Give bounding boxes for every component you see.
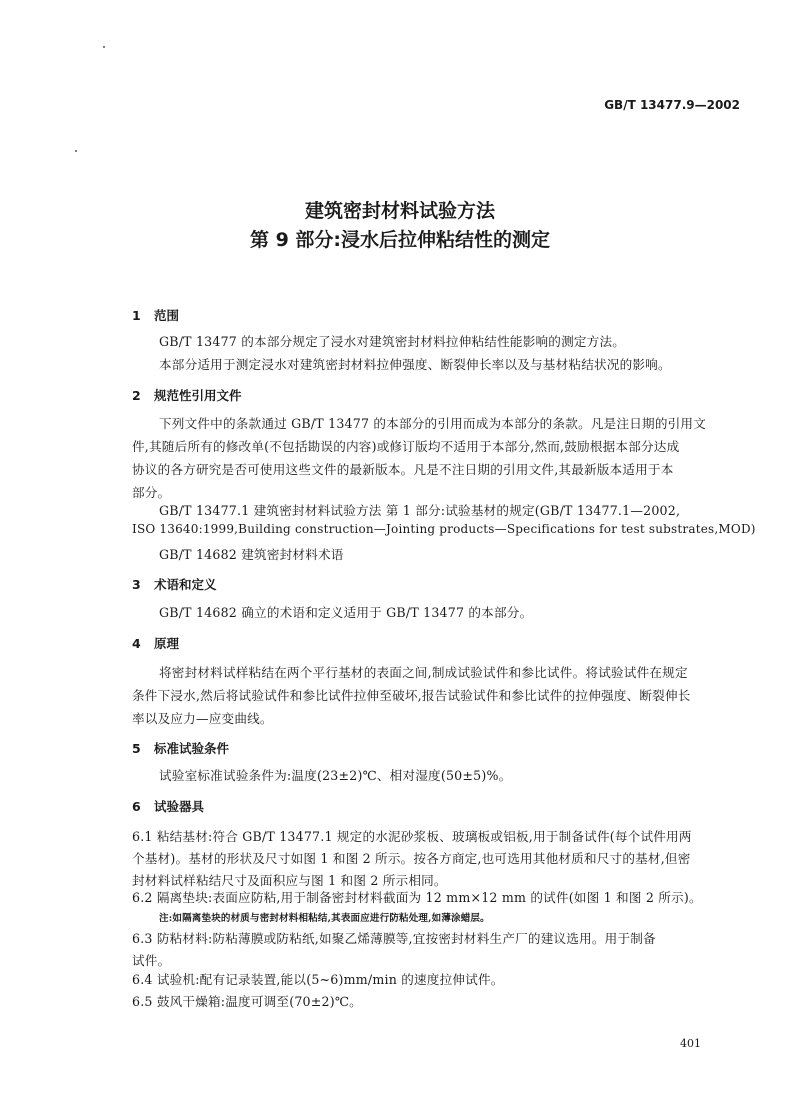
scan-speck xyxy=(75,150,77,152)
paragraph: 试验室标准试验条件为:温度(23±2)℃、相对湿度(50±5)%。 xyxy=(159,768,512,783)
normative-reference: GB/T 14682 建筑密封材料术语 xyxy=(159,547,344,562)
clause-6-3: 6.3 防粘材料:防粘薄膜或防粘纸,如聚乙烯薄膜等,宜按密封材料生产厂的建议选用。用于制备 xyxy=(132,931,656,946)
doc-subtitle: 第 9 部分:浸水后拉伸粘结性的测定 xyxy=(249,229,551,251)
section-heading-3: 3 术语和定义 xyxy=(132,577,217,592)
doc-title: 建筑密封材料试验方法 xyxy=(304,200,495,222)
paragraph-line: 部分。 xyxy=(132,485,171,500)
paragraph-line: 将密封材料试样粘结在两个平行基材的表面之间,制成试验试件和参比试件。将试验试件在规定 xyxy=(159,665,688,680)
clause-6-4: 6.4 试验机:配有记录装置,能以(5~6)mm/min 的速度拉伸试件。 xyxy=(132,972,504,987)
clause-6-1-cont: 个基材)。基材的形状及尺寸如图 1 和图 2 所示。按各方商定,也可选用其他材质和尺寸的基材,但密 xyxy=(132,851,691,866)
paragraph-line: 协议的各方研究是否可使用这些文件的最新版本。凡是不注日期的引用文件,其最新版本适用于本 xyxy=(132,462,674,477)
paragraph-line: 下列文件中的条款通过 GB/T 13477 的本部分的引用而成为本部分的条款。凡是注日期的引用文 xyxy=(159,416,707,431)
section-heading-2: 2 规范性引用文件 xyxy=(132,388,242,403)
paragraph: GB/T 14682 确立的术语和定义适用于 GB/T 13477 的本部分。 xyxy=(159,605,533,620)
clause-6-1-cont: 封材料试样粘结尺寸及面积应与图 1 和图 2 所示相同。 xyxy=(132,873,447,888)
section-heading-1: 1 范围 xyxy=(132,308,180,323)
scan-speck xyxy=(103,46,105,48)
paragraph-line: 率以及应力—应变曲线。 xyxy=(132,711,273,726)
section-heading-6: 6 试验器具 xyxy=(132,799,205,814)
page-number: 401 xyxy=(680,1037,701,1050)
clause-6-2: 6.2 隔离垫块:表面应防粘,用于制备密封材料截面为 12 mm×12 mm 的试件(如图 1 和图 2 所示)。 xyxy=(132,890,702,905)
section-heading-4: 4 原理 xyxy=(132,636,180,651)
paragraph: 本部分适用于测定浸水对建筑密封材料拉伸强度、断裂伸长率以及与基材粘结状况的影响。 xyxy=(159,357,671,372)
paragraph-line: 条件下浸水,然后将试验试件和参比试件拉伸至破坏,报告试验试件和参比试件的拉伸强度、断裂伸长 xyxy=(132,688,691,703)
paragraph: GB/T 13477 的本部分规定了浸水对建筑密封材料拉伸粘结性能影响的测定方法。 xyxy=(159,334,626,349)
normative-reference: ISO 13640:1999,Building construction—Jointing products—Specifications for test substrates,MOD) xyxy=(132,522,756,536)
note: 注:如隔离垫块的材质与密封材料相粘结,其表面应进行防粘处理,如薄涂蜡层。 xyxy=(159,913,490,924)
section-heading-5: 5 标准试验条件 xyxy=(132,741,230,756)
clause-6-1: 6.1 粘结基材:符合 GB/T 13477.1 规定的水泥砂浆板、玻璃板或铝板,用于制备试件(每个试件用两 xyxy=(132,829,692,844)
standard-number: GB/T 13477.9—2002 xyxy=(604,98,740,112)
clause-6-3-cont: 试件。 xyxy=(132,953,171,968)
normative-reference: GB/T 13477.1 建筑密封材料试验方法 第 1 部分:试验基材的规定(GB/T 13477.1—2002, xyxy=(159,503,681,518)
paragraph-line: 件,其随后所有的修改单(不包括勘误的内容)或修订版均不适用于本部分,然而,鼓励根据本部分达成 xyxy=(132,439,680,454)
clause-6-5: 6.5 鼓风干燥箱:温度可调至(70±2)℃。 xyxy=(132,994,362,1009)
